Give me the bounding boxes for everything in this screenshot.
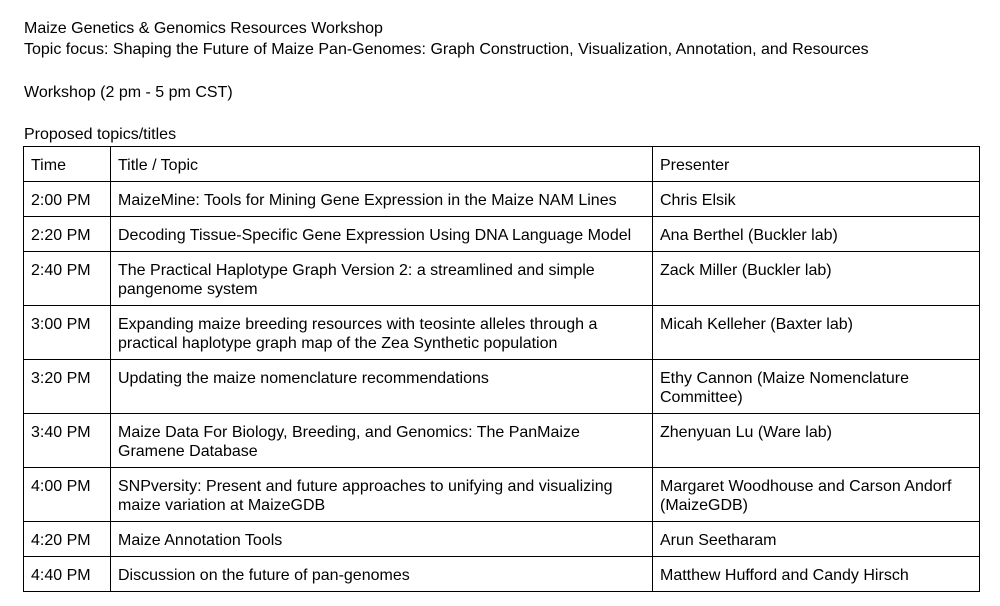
- time-cell: 3:00 PM: [24, 306, 111, 360]
- presenter-cell: Ethy Cannon (Maize Nomenclature Committee): [653, 360, 980, 414]
- column-header-title: Title / Topic: [111, 147, 653, 182]
- presenter-cell: Arun Seetharam: [653, 522, 980, 557]
- document-title: Maize Genetics & Genomics Resources Workshop: [24, 20, 383, 37]
- schedule-table: [23, 146, 980, 592]
- column-header-time: Time: [24, 147, 111, 182]
- column-header-presenter: Presenter: [653, 147, 980, 182]
- table-row: [24, 360, 980, 414]
- title-cell: Maize Annotation Tools: [111, 522, 653, 557]
- table-row: [24, 468, 980, 522]
- title-cell: Decoding Tissue-Specific Gene Expression Using DNA Language Model: [111, 217, 653, 252]
- title-cell: MaizeMine: Tools for Mining Gene Expression in the Maize NAM Lines: [111, 182, 653, 217]
- table-row: [24, 252, 980, 306]
- title-cell: Expanding maize breeding resources with teosinte alleles through a practical haplotype graph map of the Zea Synthetic population: [111, 306, 653, 360]
- proposed-topics-label: Proposed topics/titles: [24, 126, 177, 143]
- presenter-cell: Zhenyuan Lu (Ware lab): [653, 414, 980, 468]
- table-row: [24, 414, 980, 468]
- time-cell: 4:20 PM: [24, 522, 111, 557]
- title-cell: Updating the maize nomenclature recommendations: [111, 360, 653, 414]
- table-header-row: [24, 147, 980, 182]
- presenter-cell: Chris Elsik: [653, 182, 980, 217]
- time-cell: 2:40 PM: [24, 252, 111, 306]
- title-cell: The Practical Haplotype Graph Version 2: a streamlined and simple pangenome system: [111, 252, 653, 306]
- table-row: [24, 557, 980, 592]
- presenter-cell: Zack Miller (Buckler lab): [653, 252, 980, 306]
- presenter-cell: Ana Berthel (Buckler lab): [653, 217, 980, 252]
- time-cell: 3:20 PM: [24, 360, 111, 414]
- presenter-cell: Matthew Hufford and Candy Hirsch: [653, 557, 980, 592]
- time-cell: 4:40 PM: [24, 557, 111, 592]
- workshop-time: Workshop (2 pm - 5 pm CST): [24, 84, 233, 101]
- presenter-cell: Micah Kelleher (Baxter lab): [653, 306, 980, 360]
- title-cell: Discussion on the future of pan-genomes: [111, 557, 653, 592]
- table-row: [24, 306, 980, 360]
- time-cell: 2:00 PM: [24, 182, 111, 217]
- table-row: [24, 217, 980, 252]
- table-row: [24, 182, 980, 217]
- time-cell: 4:00 PM: [24, 468, 111, 522]
- table-row: [24, 522, 980, 557]
- topic-focus: Topic focus: Shaping the Future of Maize Pan-Genomes: Graph Construction, Visualization, Annotation, and Resources: [24, 41, 869, 58]
- title-cell: SNPversity: Present and future approaches to unifying and visualizing maize variation at MaizeGDB: [111, 468, 653, 522]
- time-cell: 3:40 PM: [24, 414, 111, 468]
- presenter-cell: Margaret Woodhouse and Carson Andorf (MaizeGDB): [653, 468, 980, 522]
- title-cell: Maize Data For Biology, Breeding, and Genomics: The PanMaize Gramene Database: [111, 414, 653, 468]
- time-cell: 2:20 PM: [24, 217, 111, 252]
